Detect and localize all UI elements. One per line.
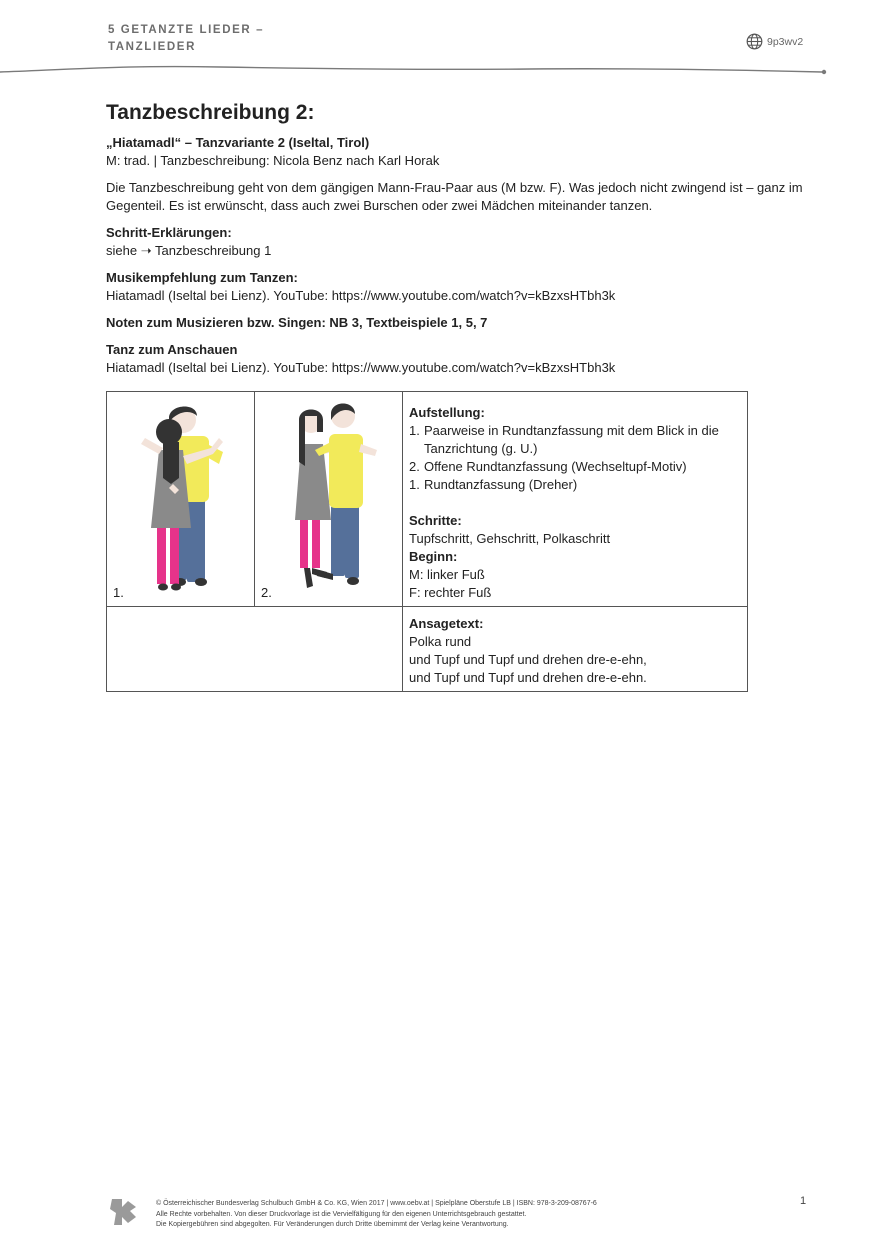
footer-copyright [156,1199,597,1231]
anschauen-heading: Tanz zum Anschauen [106,342,238,357]
anschauen-section [106,341,816,377]
footer-line1: © Österreichischer Bundesverlag Schulbuch GmbH & Co. KG, Wien 2017 | www.oebv.at | Spielpläne Oberstufe LB | ISBN: 978-3-209-08767-6 [156,1200,597,1207]
online-code[interactable] [746,33,803,50]
figure-2-cell [255,392,403,607]
ansage-line2: und Tupf und Tupf und drehen dre-e-ehn, [409,652,647,667]
beginn-f: F: rechter Fuß [409,585,492,600]
musik-heading: Musikempfehlung zum Tanzen: [106,270,298,285]
dancing-couple-figure-1 [107,392,254,605]
song-heading: „Hiatamadl“ – Tanzvariante 2 (Iseltal, Tirol) [106,135,370,150]
song-info [106,134,816,170]
aufstellung-heading: Aufstellung: [409,405,485,420]
song-credits: M: trad. | Tanzbeschreibung: Nicola Benz nach Karl Horak [106,153,440,168]
intro-line2: Gegenteil. Es ist erwünscht, dass auch zwei Burschen oder zwei Mädchen miteinander tanzen. [106,198,653,213]
beginn-heading: Beginn: [409,549,458,564]
dancing-couple-figure-2 [255,392,402,605]
schritte-text: Tupfschritt, Gehschritt, Polkaschritt [409,531,611,546]
page-number: 1 [800,1195,807,1207]
schritt-section [106,224,816,260]
ansage-line3: und Tupf und Tupf und drehen dre-e-ehn. [409,670,647,685]
chapter-title-line2: TANZLIEDER [108,41,196,53]
anschauen-link[interactable]: Hiatamadl (Iseltal bei Lienz). YouTube: https://www.youtube.com/watch?v=kBzxsHTbh3k [106,360,616,375]
intro-line1: Die Tanzbeschreibung geht von dem gängigen Mann-Frau-Paar aus (M bzw. F). Was jedoch nicht zwingend ist – ganz im [106,180,803,195]
schritte-heading: Schritte: [409,513,462,528]
footer-line3: Die Kopiergebühren sind abgegolten. Für Veränderungen durch Dritte übernimmt der Verlag keine Verantwortung. [156,1221,509,1228]
musik-section [106,269,816,305]
musik-link[interactable]: Hiatamadl (Iseltal bei Lienz). YouTube: https://www.youtube.com/watch?v=kBzxsHTbh3k [106,288,616,303]
online-code-text: 9p3wv2 [767,35,804,48]
empty-cell [107,607,403,692]
dance-table [106,391,748,692]
intro-text [106,179,816,215]
beginn-m: M: linker Fuß [409,567,485,582]
aufstellung-cell [403,392,748,607]
schritt-heading: Schritt-Erklärungen: [106,225,232,240]
aufstellung-list [409,422,741,494]
page-title: Tanzbeschreibung 2: [106,101,315,124]
globe-icon [746,33,763,50]
list-item: 1. Rundtanzfassung (Dreher) [409,477,578,492]
list-item: 1. Paarweise in Rundtanzfassung mit dem Blick in die Tanzrichtung (g. U.) [409,423,719,456]
schritt-text: siehe ➝ Tanzbeschreibung 1 [106,243,272,258]
chapter-title-line1: 5 GETANZTE LIEDER – [108,24,265,36]
ansage-cell [403,607,748,692]
footer-line2: Alle Rechte vorbehalten. Von dieser Druckvorlage ist die Vervielfältigung für den eigenen Unterrichtsgebrauch gestattet. [156,1210,527,1218]
publisher-logo-icon [108,1195,140,1227]
figure-2-label: 2. [261,585,272,600]
noten-section [106,314,816,332]
main-content [106,100,816,386]
ansage-line1: Polka rund [409,634,472,649]
figure-1-label: 1. [113,585,124,600]
figure-1-cell [107,392,255,607]
chapter-title [108,22,264,56]
ansage-heading: Ansagetext: [409,616,484,631]
table-row [107,392,748,607]
noten-heading: Noten zum Musizieren bzw. Singen: NB 3, Textbeispiele 1, 5, 7 [106,315,488,330]
table-row [107,607,748,692]
header-divider [0,62,890,78]
list-item: 2. Offene Rundtanzfassung (Wechseltupf-Motiv) [409,459,687,474]
